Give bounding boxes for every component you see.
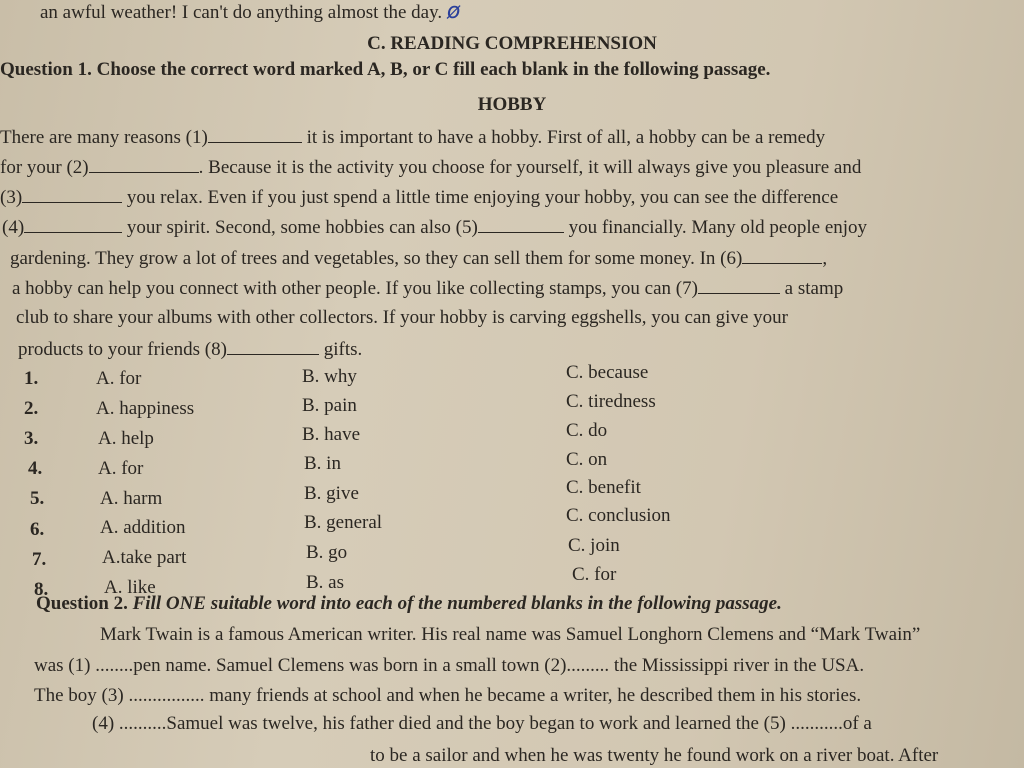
option-b[interactable]: B. have xyxy=(302,424,361,445)
passage-line-3 xyxy=(0,185,838,210)
blank-2[interactable] xyxy=(89,155,199,173)
option-a[interactable]: A. for xyxy=(98,458,144,479)
passage-line-5 xyxy=(10,246,827,271)
previous-exercise-line xyxy=(40,0,460,25)
option-c[interactable]: C. tiredness xyxy=(566,391,656,412)
option-number: 1. xyxy=(24,368,39,389)
option-a[interactable]: A. help xyxy=(98,428,154,449)
passage-text: (3) xyxy=(0,187,23,208)
q2-passage-line-2: was (1) ........pen name. Samuel Clemens was born in a small town (2)......... the Mississippi river in the USA. xyxy=(34,655,865,676)
option-b[interactable]: B. in xyxy=(304,453,341,474)
blank-1[interactable] xyxy=(208,125,302,143)
question1-instruction: Choose the correct word marked A, B, or C fill each blank in the following passage. xyxy=(96,59,771,80)
option-c[interactable]: C. benefit xyxy=(566,477,641,498)
option-number: 2. xyxy=(24,398,39,419)
option-a[interactable]: A. addition xyxy=(100,517,186,538)
option-b[interactable]: B. why xyxy=(302,366,357,387)
passage-text: (4) xyxy=(2,217,25,238)
passage-line-4 xyxy=(2,215,867,240)
passage-text: products to your friends (8) xyxy=(18,339,227,360)
option-number: 3. xyxy=(24,428,39,449)
option-number: 6. xyxy=(30,519,45,540)
passage-line-8 xyxy=(18,337,362,362)
previous-sentence: an awful weather! I can't do anything almost the day. xyxy=(40,2,443,23)
option-b[interactable]: B. general xyxy=(304,512,383,533)
option-b[interactable]: B. go xyxy=(306,542,348,563)
blank-4[interactable] xyxy=(24,215,122,233)
blank-3[interactable] xyxy=(22,185,122,203)
option-number: 4. xyxy=(28,458,43,479)
question1-header xyxy=(0,58,770,82)
option-b[interactable]: B. as xyxy=(306,572,344,593)
option-c[interactable]: C. for xyxy=(572,564,617,585)
option-b[interactable]: B. pain xyxy=(302,395,357,416)
passage-title: HOBBY xyxy=(477,94,547,115)
option-c[interactable]: C. do xyxy=(566,420,608,441)
option-b[interactable]: B. give xyxy=(304,483,359,504)
passage-text: . Because it is the activity you choose for yourself, it will always give you pleasure and xyxy=(198,157,862,178)
passage-text: it is important to have a hobby. First of all, a hobby can be a remedy xyxy=(306,127,826,148)
option-a[interactable]: A.take part xyxy=(102,547,187,568)
passage-text: , xyxy=(822,248,828,269)
passage-line-1 xyxy=(0,125,825,150)
q2-passage-line-1: Mark Twain is a famous American writer. His real name was Samuel Longhorn Clemens and “Mark Twain” xyxy=(100,624,921,645)
option-a[interactable]: A. for xyxy=(96,368,142,389)
option-c[interactable]: C. on xyxy=(566,449,608,470)
blank-7[interactable] xyxy=(698,276,780,294)
blank-6[interactable] xyxy=(742,246,822,264)
passage-text: a hobby can help you connect with other people. If you like collecting stamps, you can (7) xyxy=(12,278,698,299)
passage-text: There are many reasons (1) xyxy=(0,127,208,148)
passage-line-7 xyxy=(16,306,788,330)
option-a[interactable]: A. harm xyxy=(100,488,163,509)
option-number: 5. xyxy=(30,488,45,509)
option-c[interactable]: C. conclusion xyxy=(566,505,671,526)
section-title: C. READING COMPREHENSION xyxy=(367,33,657,54)
blank-8[interactable] xyxy=(227,337,319,355)
passage-line-2 xyxy=(0,155,861,180)
option-c[interactable]: C. join xyxy=(568,535,620,556)
passage-text: gifts. xyxy=(323,339,363,360)
question1-label: Question 1. xyxy=(0,59,92,80)
passage-text: club to share your albums with other collectors. If your hobby is carving eggshells, you can give your xyxy=(16,307,788,328)
question2-header xyxy=(36,592,782,616)
question2-label: Question 2. xyxy=(36,593,128,614)
option-a[interactable]: A. like xyxy=(104,577,156,598)
passage-text: you relax. Even if you just spend a little time enjoying your hobby, you can see the difference xyxy=(126,187,839,208)
passage-text: gardening. They grow a lot of trees and vegetables, so they can sell them for some money. In (6) xyxy=(10,248,743,269)
option-number: 7. xyxy=(32,549,47,570)
passage-text: your spirit. Second, some hobbies can also (5) xyxy=(126,217,478,238)
passage-text: a stamp xyxy=(784,278,844,299)
option-c[interactable]: C. because xyxy=(566,362,649,383)
handwritten-mark: ø xyxy=(446,0,461,24)
option-a[interactable]: A. happiness xyxy=(96,398,195,419)
q2-passage-line-5: to be a sailor and when he was twenty he found work on a river boat. After xyxy=(370,745,939,766)
option-number: 8. xyxy=(34,579,49,600)
passage-line-6 xyxy=(12,276,843,301)
blank-5[interactable] xyxy=(478,215,564,233)
passage-text: you financially. Many old people enjoy xyxy=(568,217,868,238)
q2-passage-line-4: (4) ..........Samuel was twelve, his father died and the boy began to work and learned the (5) ...........of a xyxy=(92,713,872,734)
question2-instruction: Fill ONE suitable word into each of the numbered blanks in the following passage. xyxy=(132,593,782,614)
passage-text: for your (2) xyxy=(0,157,89,178)
q2-passage-line-3: The boy (3) ................ many friends at school and when he became a writer, he described them in his stories. xyxy=(34,685,862,706)
